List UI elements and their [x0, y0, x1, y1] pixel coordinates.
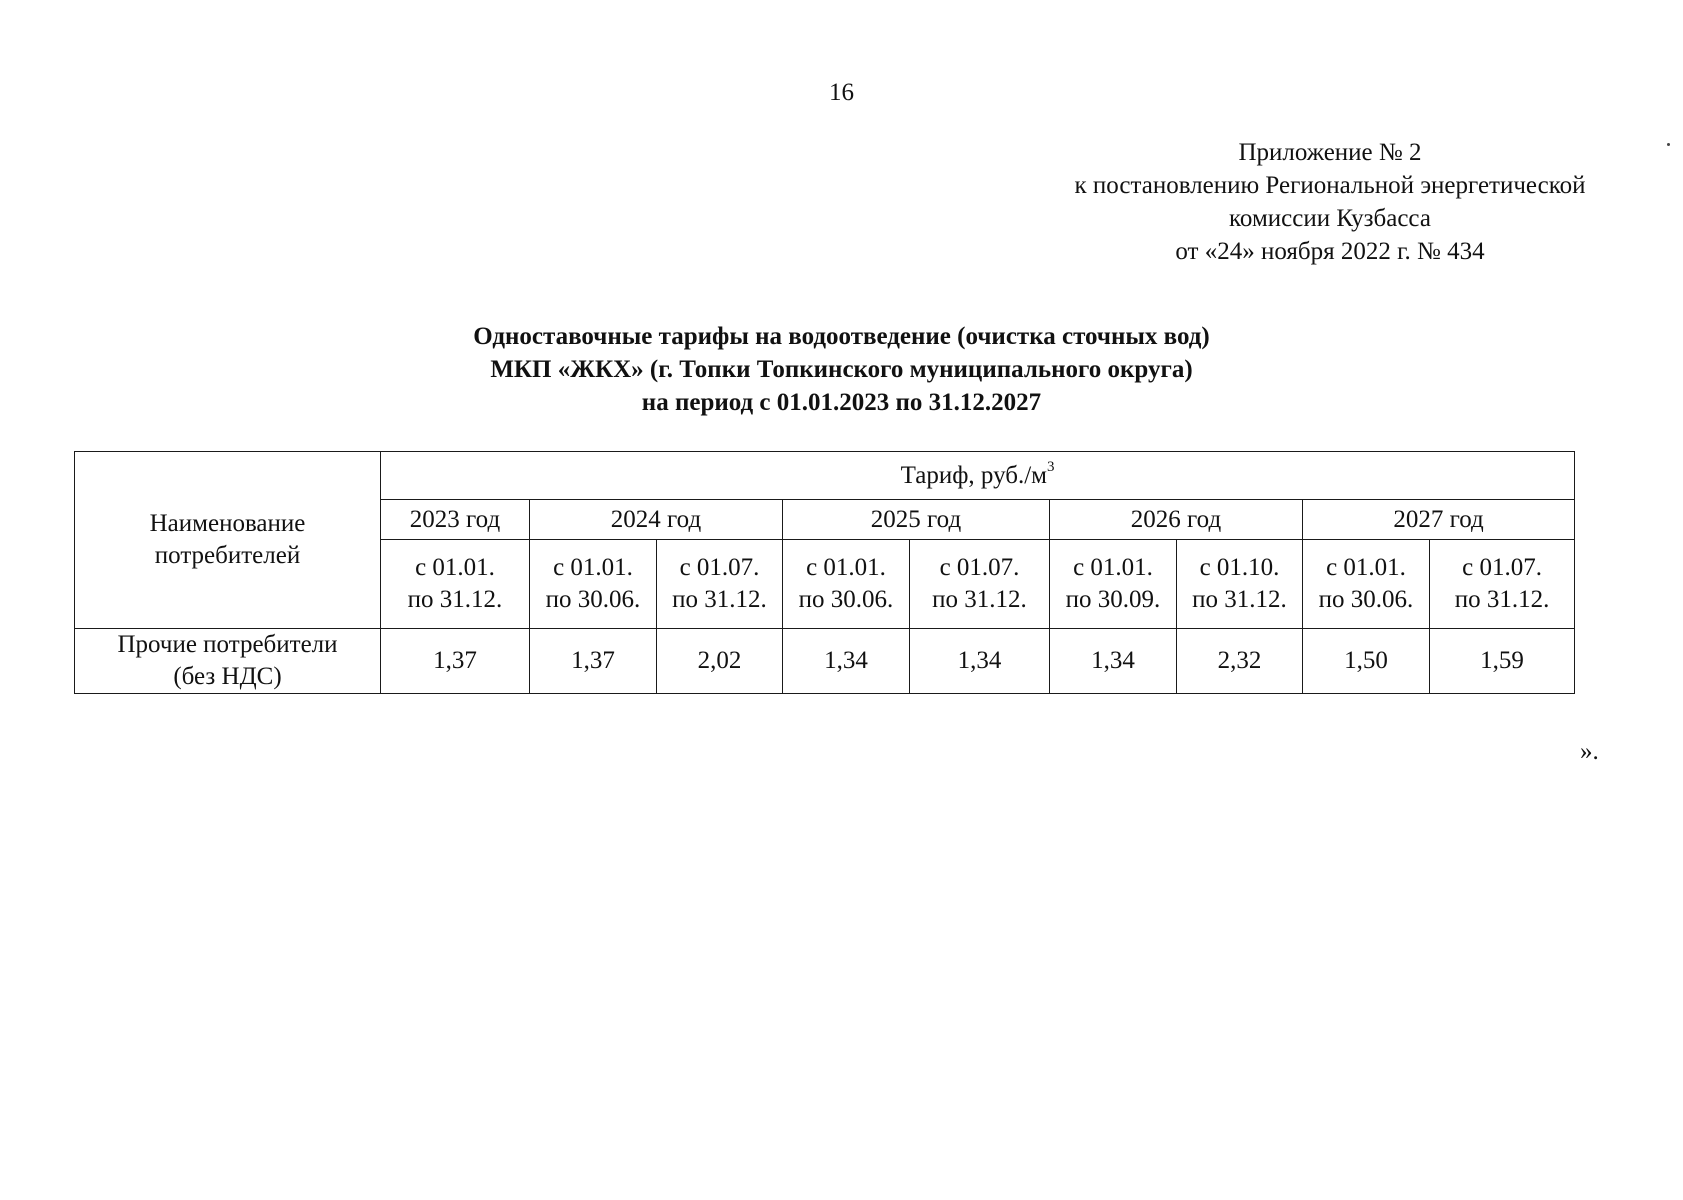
- consumer-name-header: [75, 452, 381, 629]
- tariff-value-cell: 1,34: [910, 629, 1050, 694]
- appendix-reference: [1000, 136, 1660, 268]
- title-line: МКП «ЖКХ» (г. Топки Топкинского муниципального округа): [490, 356, 1193, 383]
- appendix-line: комиссии Кузбасса: [1229, 205, 1431, 232]
- period-header: [1430, 540, 1575, 629]
- page-number: 16: [829, 79, 854, 106]
- period-from: с 01.10.: [1199, 554, 1280, 581]
- document-title: [0, 320, 1683, 419]
- tariff-header-superscript: 3: [1046, 459, 1055, 476]
- tariff-header: [381, 452, 1575, 500]
- tariff-value-cell: 1,34: [1050, 629, 1177, 694]
- period-from: с 01.01.: [553, 554, 633, 581]
- tariff-value-cell: 1,59: [1430, 629, 1575, 694]
- tariff-value-cell: 1,37: [530, 629, 657, 694]
- year-header: 2027 год: [1303, 500, 1575, 540]
- period-from: с 01.07.: [679, 554, 760, 581]
- period-to: по 30.06.: [545, 586, 641, 613]
- period-from: с 01.01.: [415, 554, 495, 581]
- period-to: по 31.12.: [672, 586, 767, 613]
- consumer-name-cell: [75, 629, 381, 694]
- header-text: потребителей: [154, 542, 301, 569]
- period-from: с 01.01.: [806, 554, 886, 581]
- period-to: по 31.12.: [1192, 586, 1287, 613]
- period-header: [1177, 540, 1303, 629]
- consumer-name-text: Прочие потребители: [117, 631, 338, 658]
- tariff-value-cell: 1,34: [783, 629, 910, 694]
- closing-quote: ».: [1580, 738, 1599, 765]
- period-header: [783, 540, 910, 629]
- tariff-value-cell: 1,50: [1303, 629, 1430, 694]
- appendix-line: к постановлению Региональной энергетической: [1074, 172, 1586, 199]
- period-from: с 01.01.: [1073, 554, 1153, 581]
- period-to: по 31.12.: [407, 586, 503, 613]
- table-row: [75, 629, 1575, 694]
- scan-speck: [1667, 143, 1670, 146]
- period-header: [657, 540, 783, 629]
- period-to: по 30.06.: [1318, 586, 1414, 613]
- tariff-header-text: Тариф, руб./м: [900, 461, 1047, 489]
- tariff-table: [74, 451, 1575, 694]
- tariff-value-cell: 2,02: [657, 629, 783, 694]
- period-header: [530, 540, 657, 629]
- year-header: 2026 год: [1050, 500, 1303, 540]
- appendix-line: от «24» ноября 2022 г. № 434: [1175, 238, 1485, 265]
- header-row-tariff: [75, 452, 1575, 500]
- year-header: 2024 год: [530, 500, 783, 540]
- period-header: [1303, 540, 1430, 629]
- period-header: [381, 540, 530, 629]
- period-from: с 01.01.: [1326, 554, 1406, 581]
- period-to: по 31.12.: [932, 586, 1027, 613]
- period-to: по 30.06.: [798, 586, 894, 613]
- period-header: [910, 540, 1050, 629]
- header-text: Наименование: [149, 510, 306, 537]
- consumer-name-text: (без НДС): [173, 663, 282, 690]
- period-to: по 31.12.: [1454, 586, 1550, 613]
- period-to: по 30.09.: [1065, 586, 1161, 613]
- period-from: с 01.07.: [939, 554, 1020, 581]
- tariff-value-cell: 2,32: [1177, 629, 1303, 694]
- period-from: с 01.07.: [1462, 554, 1542, 581]
- year-header: 2023 год: [381, 500, 530, 540]
- year-header: 2025 год: [783, 500, 1050, 540]
- title-line: Одноставочные тарифы на водоотведение (очистка сточных вод): [473, 323, 1210, 350]
- period-header: [1050, 540, 1177, 629]
- title-line: на период с 01.01.2023 по 31.12.2027: [641, 389, 1042, 416]
- appendix-line: Приложение № 2: [1238, 139, 1422, 166]
- tariff-value-cell: 1,37: [381, 629, 530, 694]
